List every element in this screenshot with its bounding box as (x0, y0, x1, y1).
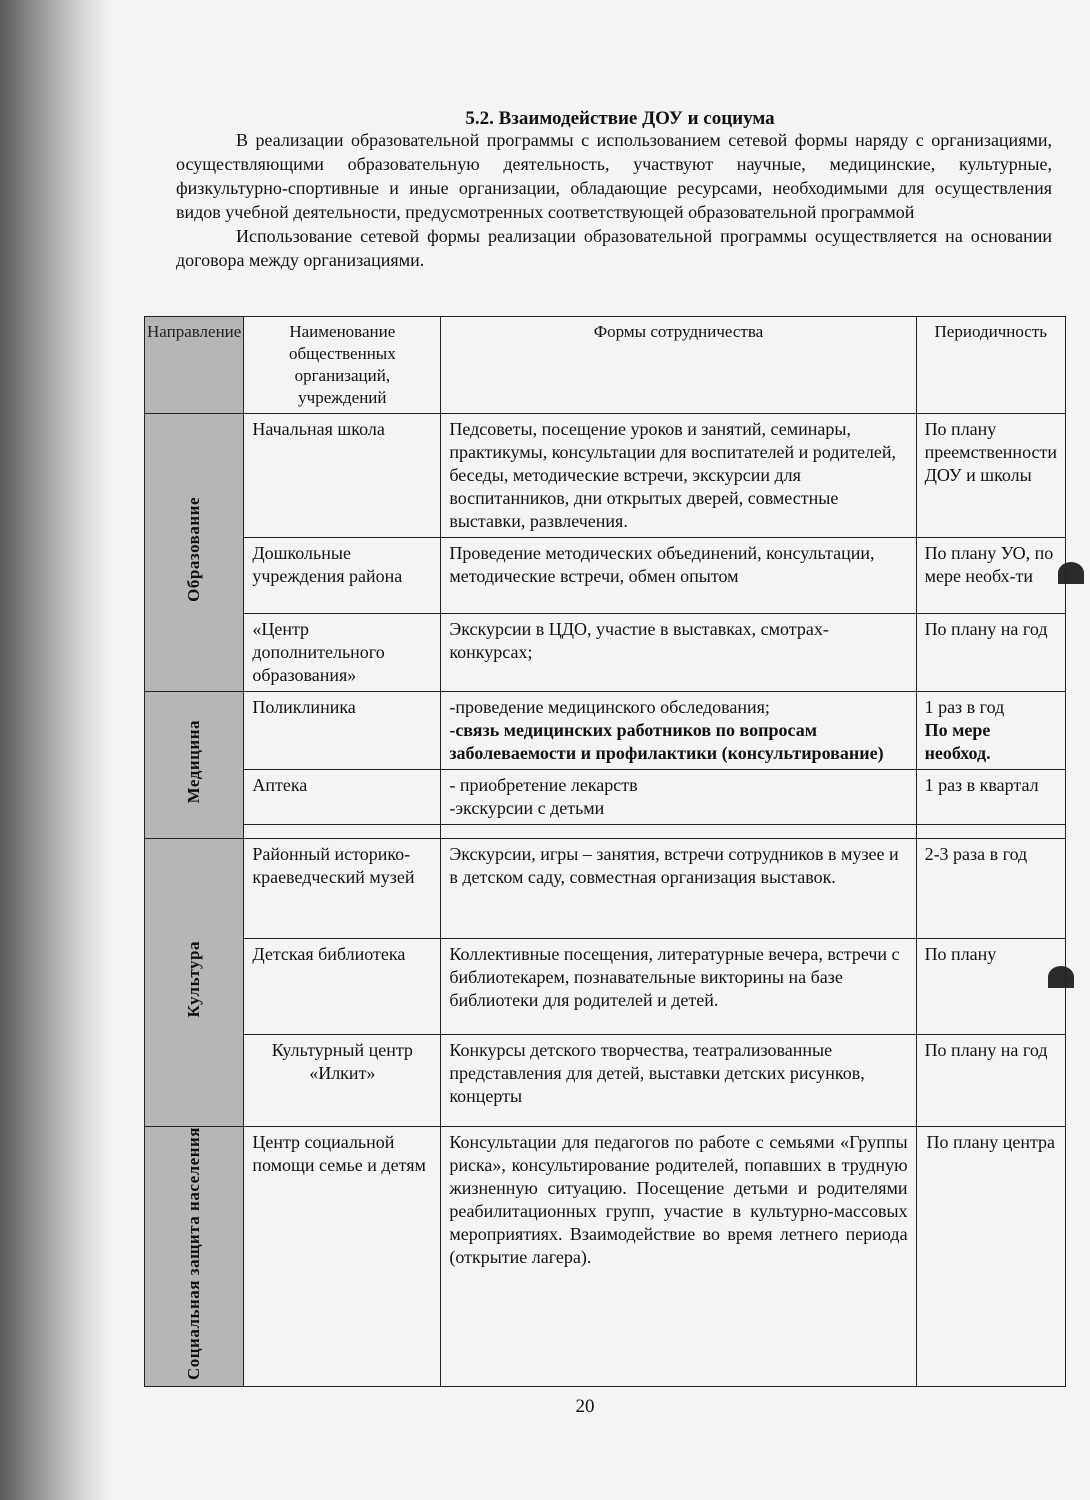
section-title: 5.2. Взаимодействие ДОУ и социума (465, 108, 775, 129)
period-cell: По плану УО, по мере необх-ти (916, 538, 1065, 614)
forms-line: -экскурсии с детьми (449, 798, 605, 818)
table-row (145, 1127, 1066, 1387)
period-cell: По плану на год (916, 1035, 1065, 1127)
spacer-cell (916, 825, 1065, 839)
header-direction: Направление (145, 317, 244, 414)
header-organization: Наименование общественных организаций, учреждений (244, 317, 441, 414)
forms-cell (441, 692, 916, 770)
spacer-cell (441, 825, 916, 839)
org-cell: Поликлиника (244, 692, 441, 770)
period-line: По мере необход. (924, 720, 991, 763)
forms-line: -связь медицинских работников по вопросам заболеваемости и профилактики (консультирование) (449, 720, 884, 763)
org-cell: Дошкольные учреждения района (244, 538, 441, 614)
header-periodicity: Периодичность (916, 317, 1065, 414)
direction-social-protection: Социальная защита населения (145, 1127, 244, 1387)
intro-paragraph-1: В реализации образовательной программы с использованием сетевой формы наряду с организациями, осуществляющими образовательную деятельность, участвуют научные, медицинские, культурные, физкультурно-спортивные и иные организации, обладающие ресурсами, необходимыми для осуществления видов учебной деятельности, предусмотренных соответствующей образовательной программой (176, 130, 1052, 222)
period-cell: 2-3 раза в год (916, 839, 1065, 939)
scan-shadow (0, 0, 110, 1500)
period-cell: По плану центра (916, 1127, 1065, 1387)
cooperation-table (144, 316, 1066, 1387)
direction-culture: Культура (145, 839, 244, 1127)
table-row (145, 770, 1066, 825)
forms-cell (441, 770, 916, 825)
table-row (145, 839, 1066, 939)
page-number: 20 (575, 1396, 595, 1417)
org-cell: Культурный центр «Илкит» (244, 1035, 441, 1127)
period-line: 1 раз в год (924, 697, 1005, 717)
period-cell: 1 раз в квартал (916, 770, 1065, 825)
table-row (145, 414, 1066, 538)
direction-education: Образование (145, 414, 244, 692)
table-row (145, 939, 1066, 1035)
table-row (145, 1035, 1066, 1127)
forms-cell: Экскурсии в ЦДО, участие в выставках, смотрах-конкурсах; (441, 614, 916, 692)
spacer-cell (244, 825, 441, 839)
period-cell: По плану преемственности ДОУ и школы (916, 414, 1065, 538)
table-row (145, 614, 1066, 692)
forms-line: -проведение медицинского обследования; (449, 697, 770, 717)
direction-medicine: Медицина (145, 692, 244, 839)
forms-cell: Проведение методических объединений, консультации, методические встречи, обмен опытом (441, 538, 916, 614)
org-cell: Начальная школа (244, 414, 441, 538)
org-cell: Центр социальной помощи семье и детям (244, 1127, 441, 1387)
forms-cell: Коллективные посещения, литературные вечера, встречи с библиотекарем, познавательные викторины на базе библиотеки для родителей и детей. (441, 939, 916, 1035)
period-cell: По плану (916, 939, 1065, 1035)
header-forms: Формы сотрудничества (441, 317, 916, 414)
forms-line: - приобретение лекарств (449, 775, 638, 795)
period-cell: По плану на год (916, 614, 1065, 692)
forms-cell: Педсоветы, посещение уроков и занятий, семинары, практикумы, консультации для воспитателей и родителей, беседы, методические встречи, экскурсии для воспитанников, дни открытых дверей, совместные выставки, развлечения. (441, 414, 916, 538)
table-row-spacer (145, 825, 1066, 839)
table-row (145, 538, 1066, 614)
org-cell: «Центр дополнительного образования» (244, 614, 441, 692)
forms-cell: Консультации для педагогов по работе с семьями «Группы риска», консультирование родителей, попавших в трудную жизненную ситуацию. Посещение детьми и родителями реабилитационных групп, участие в культурно-массовых мероприятиях. Взаимодействие во время летнего периода (открытие лагера). (441, 1127, 916, 1387)
intro-paragraph-2: Использование сетевой формы реализации образовательной программы осуществляется на основании договора между организациями. (176, 226, 1052, 270)
table-row (145, 692, 1066, 770)
org-cell: Аптека (244, 770, 441, 825)
org-cell: Районный историко-краеведческий музей (244, 839, 441, 939)
intro-text (176, 128, 1052, 272)
forms-cell: Экскурсии, игры – занятия, встречи сотрудников в музее и в детском саду, совместная организация выставок. (441, 839, 916, 939)
forms-cell: Конкурсы детского творчества, театрализованные представления для детей, выставки детских рисунков, концерты (441, 1035, 916, 1127)
org-cell: Детская библиотека (244, 939, 441, 1035)
period-cell (916, 692, 1065, 770)
table-header-row (145, 317, 1066, 414)
